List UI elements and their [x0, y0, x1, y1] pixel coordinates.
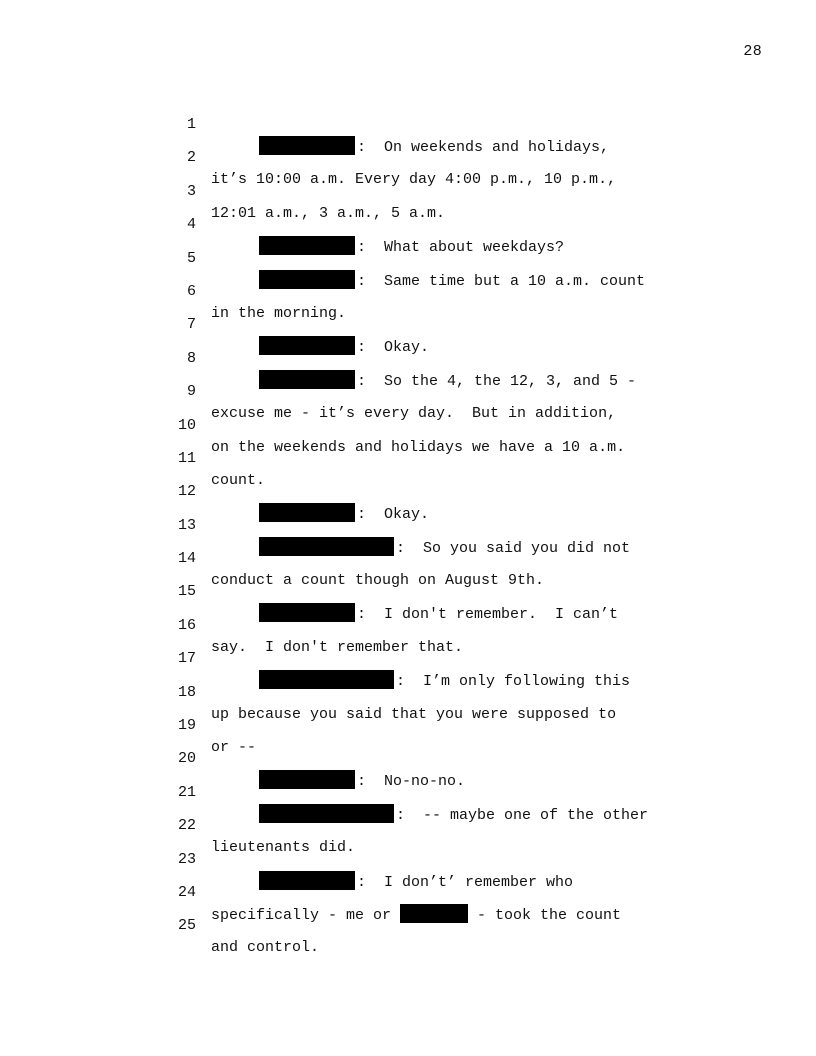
line-number: 6 [186, 282, 196, 300]
line-text: in the morning. [211, 304, 347, 322]
transcript-line [0, 493, 816, 557]
transcript-line [0, 893, 816, 957]
line-number: 22 [177, 817, 196, 835]
transcript-body [0, 92, 816, 957]
transcript-line [0, 326, 816, 390]
transcript-line [0, 860, 816, 924]
line-number: 13 [177, 516, 196, 534]
line-text: on the weekends and holidays we have a 10 a.m. [211, 438, 626, 456]
transcript-line [0, 559, 816, 624]
line-text: : What about weekdays? [357, 239, 565, 257]
line-text: and control. [211, 939, 320, 957]
transcript-line [0, 159, 816, 222]
line-text: excuse me - it’s every day. But in addition, [211, 405, 617, 423]
line-number: 15 [177, 583, 196, 601]
transcript-line [0, 459, 816, 524]
line-text: : So you said you did not [396, 539, 631, 557]
line-text: : No-no-no. [357, 773, 466, 791]
transcript-line [0, 827, 816, 891]
line-number: 18 [177, 683, 196, 701]
line-number: 19 [177, 717, 196, 735]
transcript-line [0, 426, 816, 489]
transcript-line [0, 393, 816, 456]
line-text: : I don't remember. I can’t [357, 606, 619, 624]
transcript-line [0, 226, 816, 290]
line-number: 9 [186, 383, 196, 401]
line-text: lieutenants did. [211, 839, 356, 857]
line-number: 23 [177, 850, 196, 868]
line-number: 5 [186, 249, 196, 267]
transcript-line [0, 760, 816, 824]
line-number: 17 [177, 650, 196, 668]
line-number: 25 [177, 917, 196, 935]
line-text: : On weekends and holidays, [357, 139, 610, 156]
line-number: 1 [186, 116, 196, 133]
transcript-line [0, 125, 816, 189]
transcript-line [0, 259, 816, 322]
line-text: conduct a count though on August 9th. [211, 572, 545, 590]
line-text: : Same time but a 10 a.m. count [357, 272, 646, 290]
transcript-line [0, 359, 816, 423]
line-number: 24 [177, 883, 196, 901]
transcript-line [0, 793, 816, 857]
line-text: count. [211, 471, 266, 489]
line-number: 2 [186, 149, 196, 167]
line-number: 12 [177, 483, 196, 501]
line-number: 11 [177, 449, 196, 467]
line-number: 10 [177, 416, 196, 434]
line-number: 20 [177, 750, 196, 768]
transcript-line [0, 660, 816, 723]
line-text: : -- maybe one of the other [396, 806, 649, 824]
transcript-line [0, 726, 816, 791]
transcript-line [0, 626, 816, 691]
transcript-line [0, 693, 816, 757]
line-text-before: specifically - me or [211, 906, 401, 924]
line-number: 7 [186, 316, 196, 334]
line-text: : So the 4, the 12, 3, and 5 - [357, 372, 637, 390]
line-number: 21 [177, 783, 196, 801]
line-number: 8 [186, 349, 196, 367]
line-number: 16 [177, 616, 196, 634]
transcript-line [0, 192, 816, 257]
transcript-line [0, 526, 816, 590]
line-number: 4 [186, 216, 196, 234]
line-number: 14 [177, 550, 196, 568]
page-number: 28 [743, 43, 762, 60]
line-text: up because you said that you were supposed to [211, 705, 617, 723]
line-text-after: - took the count [468, 906, 622, 924]
transcript-line [0, 292, 816, 357]
line-number: 3 [186, 182, 196, 200]
line-text: : I don’t’ remember who [357, 873, 574, 891]
line-text: or -- [211, 739, 257, 757]
line-text: : Okay. [357, 506, 430, 524]
line-text: say. I don't remember that. [211, 638, 464, 656]
transcript-line [0, 92, 816, 156]
line-text: it’s 10:00 a.m. Every day 4:00 p.m., 10 p.m., [211, 171, 617, 189]
line-text: 12:01 a.m., 3 a.m., 5 a.m. [211, 204, 446, 222]
line-text: : I’m only following this [396, 673, 631, 691]
line-text: : Okay. [357, 339, 430, 357]
transcript-line [0, 593, 816, 656]
